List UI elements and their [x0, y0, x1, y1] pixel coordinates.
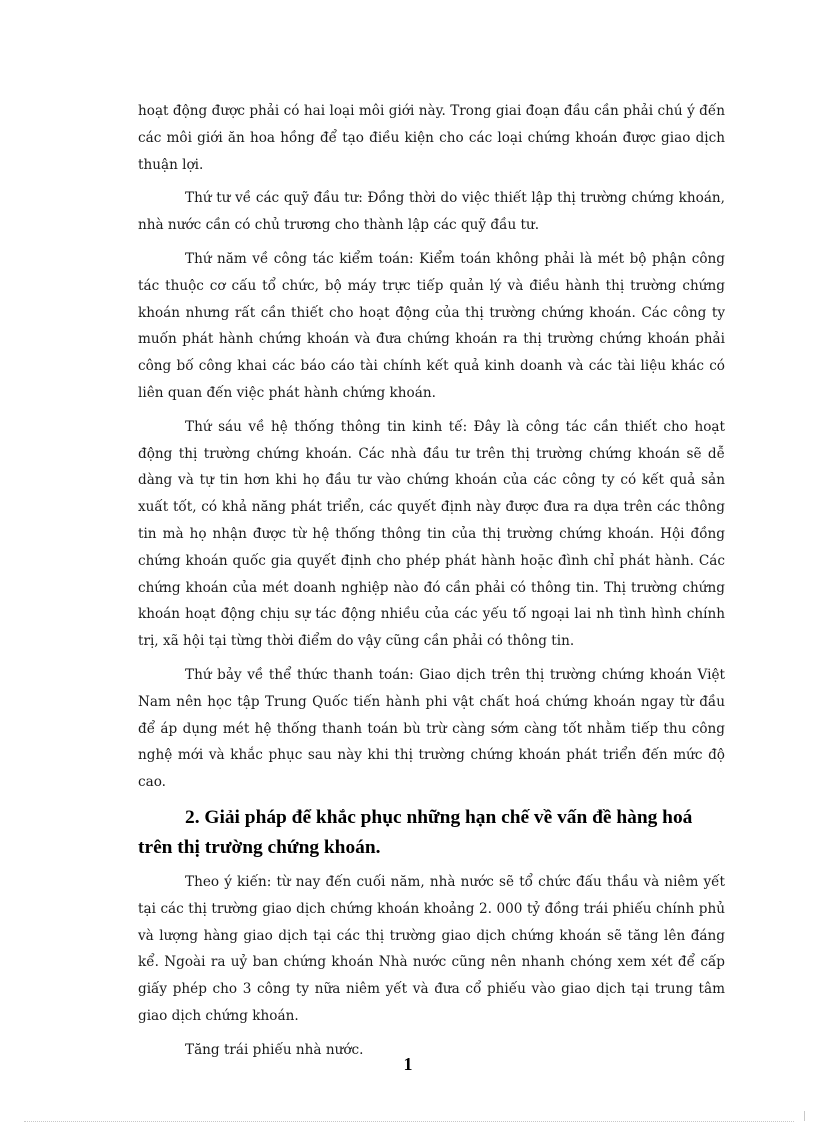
page-number: 1 — [403, 1054, 413, 1074]
paragraph-government-bonds: Tăng trái phiếu nhà nước. — [185, 1041, 364, 1058]
paragraph-intro-continuation: hoạt động được phải có hai loại môi giới này. Trong giai đoạn đầu cần phải chú ý đến các môi giới ăn hoa hồng để tạo điều kiện cho các loại chứng khoán được giao dịch thuận lợi. — [138, 103, 725, 173]
section-heading: 2. Giải pháp để khắc phục những hạn chế về vấn đề hàng hoá trên thị trường chứng khoán. — [138, 806, 693, 858]
paragraph-opinion: Theo ý kiến: từ nay đến cuối năm, nhà nước sẽ tổ chức đấu thầu và niêm yết tại các thị trường giao dịch chứng khoán khoảng 2. 000 tỷ đồng trái phiếu chính phủ và lượng hàng giao dịch tại các thị trường giao dịch chứng khoán sẽ tăng lên đáng kể. Ngoài ra uỷ ban chứng khoán Nhà nước cũng nên nhanh chóng xem xét để cấp giấy phép cho 3 công ty nữa niêm yết và đưa cổ phiếu vào giao dịch tại trung tâm giao dịch chứng khoán. — [138, 873, 725, 1024]
paragraph-auditing: Thứ năm về công tác kiểm toán: Kiểm toán không phải là mét bộ phận công tác thuộc cơ cấu tổ chức, bộ máy trực tiếp quản lý và điều hành thị trường chứng khoán nhưng rất cần thiết cho hoạt động của thị trường chứng khoán. Các công ty muốn phát hành chứng khoán và đưa chứng khoán ra thị trường chứng khoán phải công bố công khai các báo cáo tài chính kết quả kinh doanh và các tài liệu khác có liên quan đến việc phát hành chứng khoán. — [138, 250, 725, 401]
paragraph-payment-method: Thứ bảy về thể thức thanh toán: Giao dịch trên thị trường chứng khoán Việt Nam nên học tập Trung Quốc tiến hành phi vật chất hoá chứng khoán ngay từ đầu để áp dụng mét hệ thống thanh toán bù trừ càng sớm càng tốt nhằm tiếp thu công nghệ mới và khắc phục sau này khi thị trường chứng khoán phát triển đến mức độ cao. — [138, 666, 725, 791]
footer-divider — [24, 1121, 794, 1122]
paragraph-information-system: Thứ sáu về hệ thống thông tin kinh tế: Đây là công tác cần thiết cho hoạt động thị trường chứng khoán. Các nhà đầu tư trên thị trường chứng khoán sẽ dễ dàng và tự tin hơn khi họ đầu tư vào chứng khoán của các công ty có kết quả sản xuất tốt, có khả năng phát triển, các quyết định này được đưa ra dựa trên các thông tin mà họ nhận được từ hệ thống thông tin của thị trường chứng khoán. Hội đồng chứng khoán quốc gia quyết định cho phép phát hành hoặc đình chỉ phát hành. Các chứng khoán của mét doanh nghiệp nào đó cần phải có thông tin. Thị trường chứng khoán hoạt động chịu sự tác động nhiều của các yếu tố ngoại lai nh tình hình chính trị, xã hội tại từng thời điểm do vậy cũng cần phải có thông tin. — [138, 418, 725, 650]
page-body — [138, 98, 725, 1071]
paragraph-investment-funds: Thứ tư về các quỹ đầu tư: Đồng thời do việc thiết lập thị trường chứng khoán, nhà nước cần có chủ trương cho thành lập các quỹ đầu tư. — [138, 190, 725, 234]
page-corner-mark — [804, 1111, 815, 1121]
